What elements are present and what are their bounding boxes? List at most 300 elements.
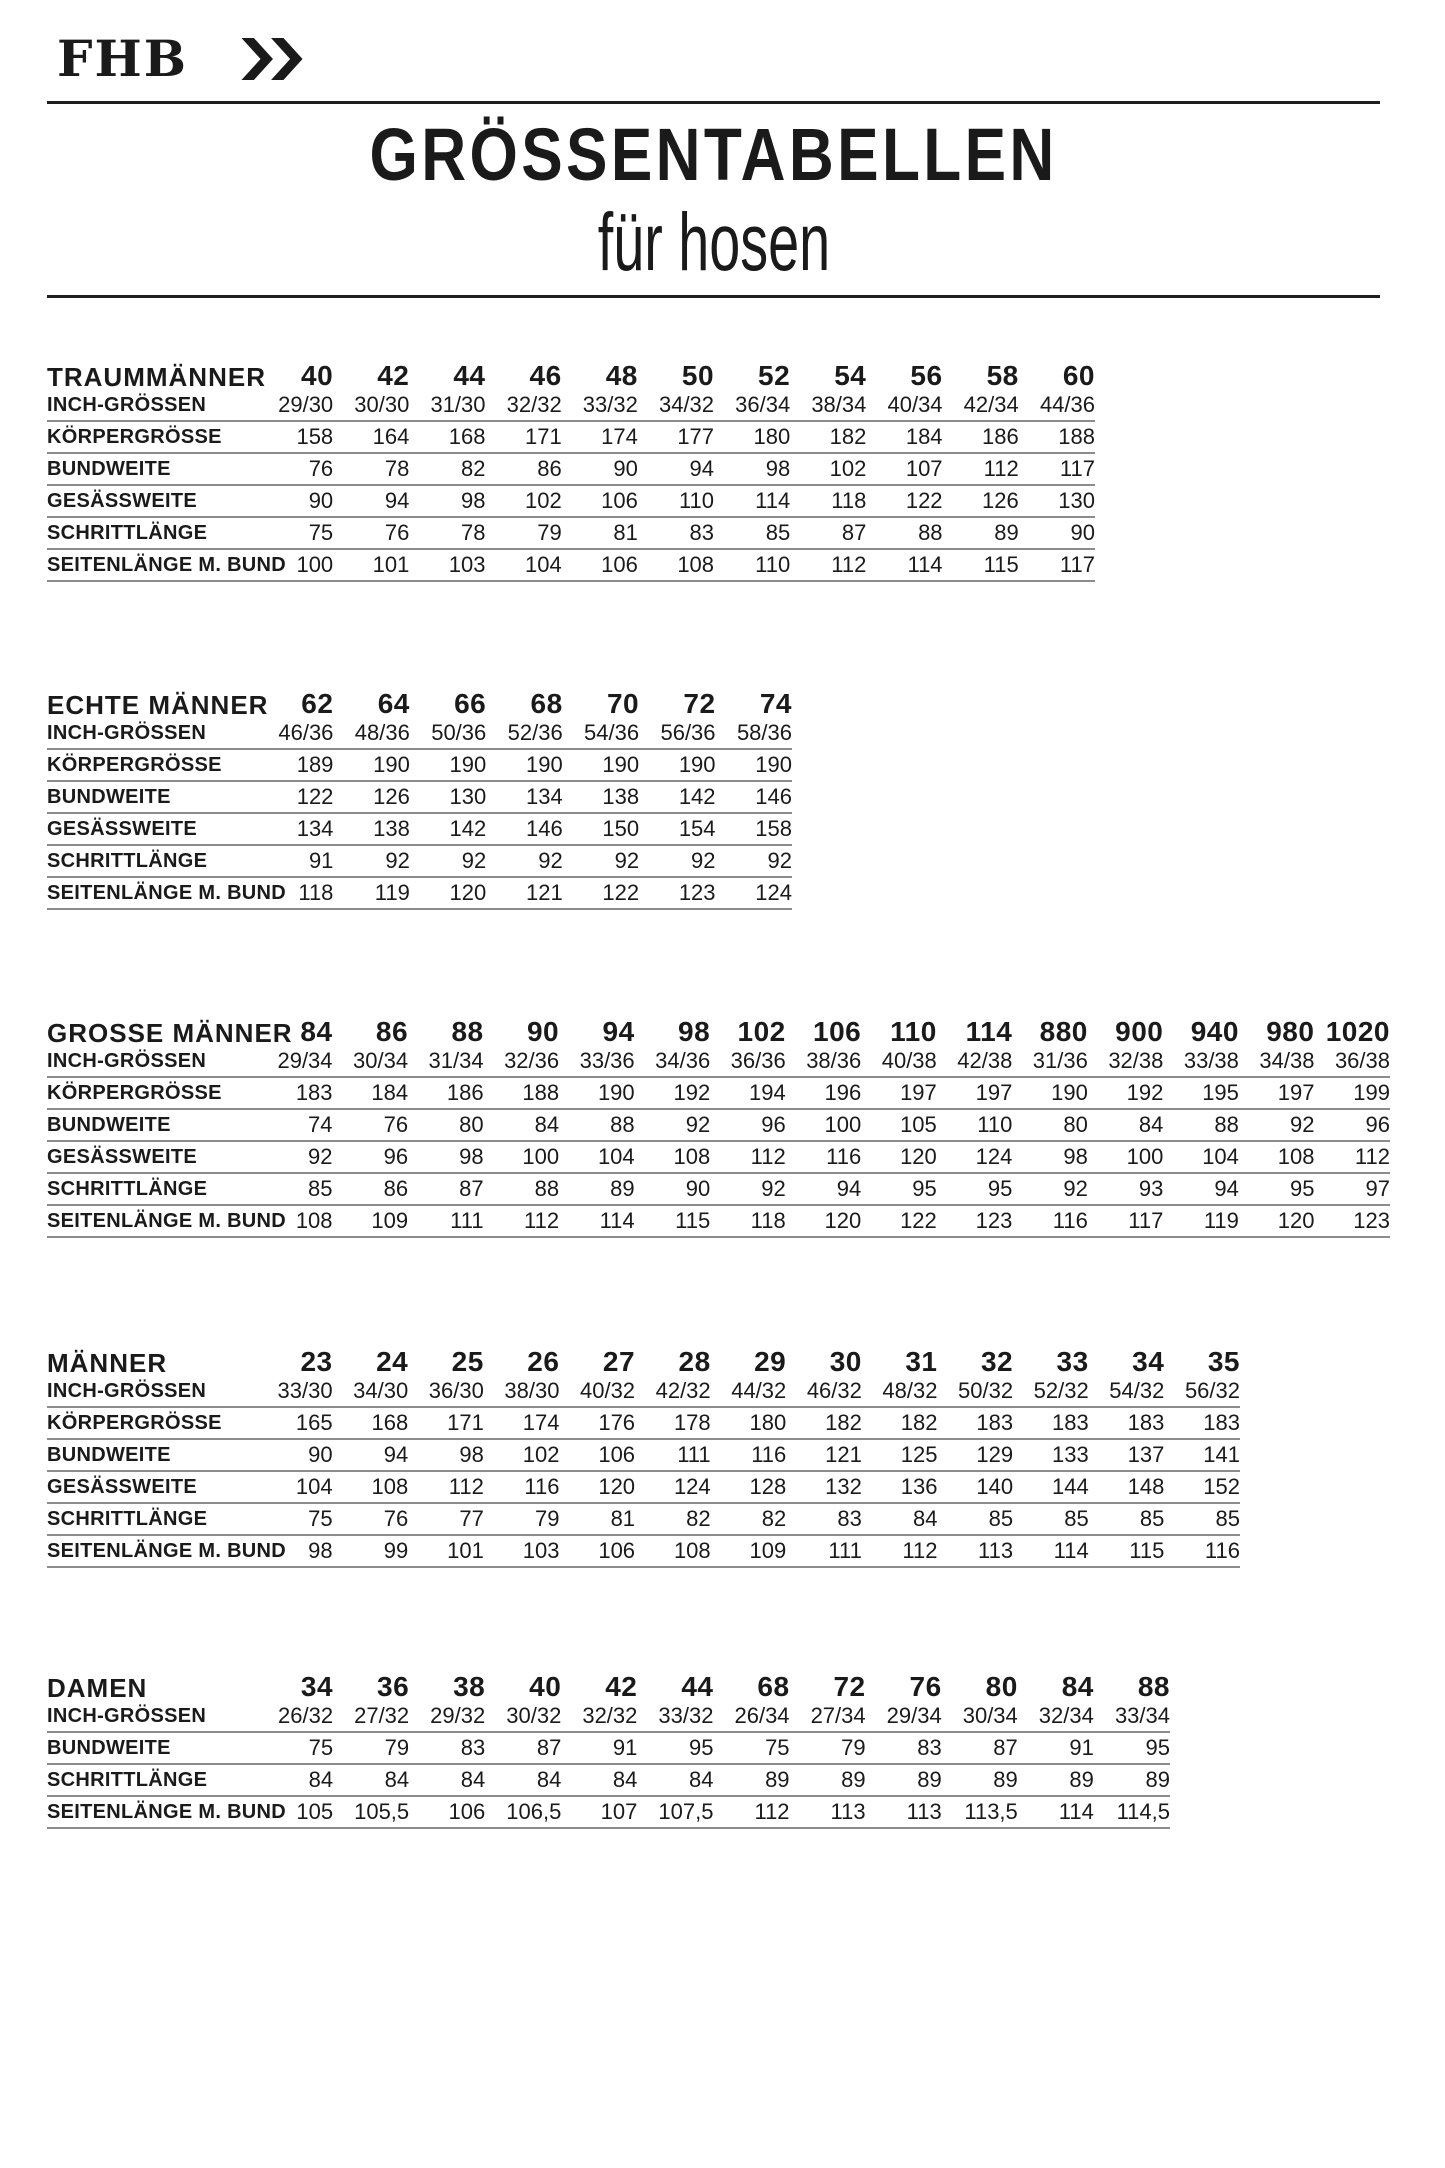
- cell-value: 190: [639, 749, 715, 781]
- size-header: 68: [530, 688, 563, 719]
- cell-value: 183: [257, 1077, 333, 1109]
- cell-value: 196: [786, 1077, 862, 1109]
- cell-value: 84: [333, 1764, 409, 1796]
- cell-value: 58/36: [716, 718, 792, 749]
- cell-value: 112: [710, 1141, 786, 1173]
- table-grosse-maenner: [47, 1004, 1390, 1238]
- cell-value: 31/34: [408, 1046, 484, 1077]
- cell-value: 192: [635, 1077, 711, 1109]
- cell-value: 79: [790, 1732, 866, 1764]
- cell-value: 136: [862, 1471, 938, 1503]
- cell-value: 32/36: [484, 1046, 560, 1077]
- cell-value: 87: [408, 1173, 484, 1205]
- cell-value: 94: [1163, 1173, 1239, 1205]
- size-header: 880: [1039, 1016, 1088, 1047]
- size-header: 80: [985, 1671, 1018, 1702]
- cell-value: 75: [713, 1732, 789, 1764]
- cell-value: 133: [1013, 1439, 1089, 1471]
- row-label: INCH-GRÖSSEN: [47, 390, 257, 421]
- cell-value: 85: [1089, 1503, 1165, 1535]
- cell-value: 95: [937, 1173, 1013, 1205]
- size-header: 114: [965, 1016, 1013, 1047]
- cell-value: 86: [333, 1173, 409, 1205]
- cell-value: 108: [257, 1205, 333, 1237]
- cell-value: 154: [639, 813, 715, 845]
- cell-value: 102: [486, 485, 562, 517]
- cell-value: 36/38: [1314, 1046, 1390, 1077]
- cell-value: 54/32: [1089, 1376, 1165, 1407]
- cell-value: 80: [408, 1109, 484, 1141]
- table-row: [47, 1764, 1170, 1796]
- size-header: 23: [300, 1346, 333, 1377]
- size-table: [47, 1004, 1390, 1238]
- cell-value: 84: [484, 1109, 560, 1141]
- table-row: [47, 1439, 1240, 1471]
- cell-value: 95: [861, 1173, 937, 1205]
- row-label: BUNDWEITE: [47, 1109, 257, 1141]
- cell-value: 27/32: [333, 1701, 409, 1732]
- size-header: 70: [606, 688, 640, 719]
- cell-value: 112: [484, 1205, 560, 1237]
- cell-value: 115: [1089, 1535, 1165, 1567]
- cell-value: 111: [408, 1205, 484, 1237]
- table-row: [47, 1701, 1170, 1732]
- cell-value: 164: [333, 421, 409, 453]
- cell-value: 186: [943, 421, 1019, 453]
- cell-value: 90: [1019, 517, 1095, 549]
- cell-value: 56/36: [639, 718, 715, 749]
- size-header: 27: [602, 1346, 636, 1377]
- size-header: 42: [377, 360, 410, 391]
- table-title: MÄNNER: [47, 1348, 168, 1378]
- cell-value: 114: [1018, 1796, 1094, 1828]
- row-label: GESÄSSWEITE: [47, 813, 257, 845]
- cell-value: 190: [559, 1077, 635, 1109]
- cell-value: 113: [937, 1535, 1013, 1567]
- cell-value: 92: [563, 845, 639, 877]
- cell-value: 77: [408, 1503, 484, 1535]
- table-title: GROSSE MÄNNER: [47, 1018, 293, 1048]
- cell-value: 119: [1163, 1205, 1239, 1237]
- cell-value: 79: [486, 517, 562, 549]
- size-header: 90: [526, 1016, 560, 1047]
- cell-value: 38/34: [790, 390, 866, 421]
- cell-value: 92: [1239, 1109, 1315, 1141]
- brand-text: FHB: [57, 29, 188, 88]
- cell-value: 109: [333, 1205, 409, 1237]
- size-header: 110: [890, 1016, 937, 1047]
- cell-value: 146: [486, 813, 562, 845]
- cell-value: 100: [1088, 1141, 1164, 1173]
- size-table: [47, 1334, 1240, 1568]
- title-divider: [47, 295, 1380, 298]
- cell-value: 34/38: [1239, 1046, 1315, 1077]
- size-header: 72: [833, 1671, 866, 1702]
- cell-value: 107,5: [637, 1796, 713, 1828]
- size-header: 102: [737, 1016, 786, 1047]
- cell-value: 91: [257, 845, 333, 877]
- cell-value: 122: [866, 485, 942, 517]
- cell-value: 90: [635, 1173, 711, 1205]
- cell-value: 120: [559, 1471, 635, 1503]
- cell-value: 50/36: [410, 718, 486, 749]
- cell-value: 123: [639, 877, 715, 909]
- row-label: GESÄSSWEITE: [47, 1471, 257, 1503]
- cell-value: 106: [409, 1796, 485, 1828]
- table-row: [47, 517, 1095, 549]
- row-label: INCH-GRÖSSEN: [47, 1376, 257, 1407]
- size-header: 62: [301, 688, 334, 719]
- cell-value: 94: [333, 485, 409, 517]
- cell-value: 87: [790, 517, 866, 549]
- cell-value: 183: [1013, 1407, 1089, 1439]
- cell-value: 106: [562, 485, 638, 517]
- cell-value: 32/34: [1018, 1701, 1094, 1732]
- table-row: [47, 718, 792, 749]
- cell-value: 124: [716, 877, 792, 909]
- cell-value: 44/32: [711, 1376, 787, 1407]
- cell-value: 112: [1314, 1141, 1390, 1173]
- size-header: 44: [453, 360, 486, 391]
- cell-value: 114,5: [1094, 1796, 1170, 1828]
- cell-value: 100: [484, 1141, 560, 1173]
- row-label: SCHRITTLÄNGE: [47, 1764, 257, 1796]
- row-label: SEITENLÄNGE M. BUND: [47, 1535, 257, 1567]
- cell-value: 101: [408, 1535, 484, 1567]
- table-row: [47, 549, 1095, 581]
- cell-value: 26/32: [257, 1701, 333, 1732]
- cell-value: 186: [408, 1077, 484, 1109]
- cell-value: 98: [408, 1439, 484, 1471]
- size-header: 68: [757, 1671, 790, 1702]
- cell-value: 96: [1314, 1109, 1390, 1141]
- size-header: 76: [909, 1671, 942, 1702]
- row-label: BUNDWEITE: [47, 453, 257, 485]
- cell-value: 26/34: [713, 1701, 789, 1732]
- cell-value: 76: [333, 1109, 409, 1141]
- size-header: 29: [754, 1346, 787, 1377]
- cell-value: 112: [790, 549, 866, 581]
- cell-value: 83: [786, 1503, 862, 1535]
- cell-value: 168: [409, 421, 485, 453]
- cell-value: 87: [942, 1732, 1018, 1764]
- cell-value: 110: [714, 549, 790, 581]
- cell-value: 146: [716, 781, 792, 813]
- size-table: [47, 1659, 1170, 1829]
- cell-value: 138: [333, 813, 409, 845]
- table-row: [47, 453, 1095, 485]
- cell-value: 29/34: [866, 1701, 942, 1732]
- cell-value: 116: [484, 1471, 560, 1503]
- size-header: 84: [1061, 1671, 1094, 1702]
- size-header: 30: [829, 1346, 862, 1377]
- cell-value: 87: [485, 1732, 561, 1764]
- cell-value: 116: [786, 1141, 862, 1173]
- cell-value: 104: [257, 1471, 333, 1503]
- cell-value: 109: [711, 1535, 787, 1567]
- cell-value: 140: [937, 1471, 1013, 1503]
- table-row: [47, 1503, 1240, 1535]
- cell-value: 122: [563, 877, 639, 909]
- cell-value: 40/38: [861, 1046, 937, 1077]
- cell-value: 30/30: [333, 390, 409, 421]
- cell-value: 142: [639, 781, 715, 813]
- cell-value: 128: [711, 1471, 787, 1503]
- cell-value: 113,5: [942, 1796, 1018, 1828]
- table-row: [47, 1109, 1390, 1141]
- cell-value: 29/30: [257, 390, 333, 421]
- cell-value: 34/30: [333, 1376, 409, 1407]
- size-header: 46: [529, 360, 562, 391]
- cell-value: 42/34: [943, 390, 1019, 421]
- size-header: 64: [377, 688, 410, 719]
- cell-value: 107: [866, 453, 942, 485]
- cell-value: 190: [563, 749, 639, 781]
- size-header: 40: [301, 360, 334, 391]
- size-header: 33: [1056, 1346, 1089, 1377]
- cell-value: 118: [790, 485, 866, 517]
- cell-value: 104: [1163, 1141, 1239, 1173]
- cell-value: 95: [637, 1732, 713, 1764]
- cell-value: 92: [639, 845, 715, 877]
- cell-value: 105,5: [333, 1796, 409, 1828]
- cell-value: 92: [1012, 1173, 1088, 1205]
- cell-value: 84: [637, 1764, 713, 1796]
- cell-value: 95: [1239, 1173, 1315, 1205]
- cell-value: 184: [866, 421, 942, 453]
- cell-value: 84: [485, 1764, 561, 1796]
- table-row: [47, 1205, 1390, 1237]
- table-row: [47, 877, 792, 909]
- cell-value: 188: [484, 1077, 560, 1109]
- row-label: KÖRPERGRÖSSE: [47, 1407, 257, 1439]
- row-label: GESÄSSWEITE: [47, 1141, 257, 1173]
- cell-value: 32/32: [561, 1701, 637, 1732]
- cell-value: 38/36: [786, 1046, 862, 1077]
- size-header: 900: [1115, 1016, 1164, 1047]
- row-label: BUNDWEITE: [47, 1732, 257, 1764]
- cell-value: 119: [333, 877, 409, 909]
- cell-value: 184: [333, 1077, 409, 1109]
- cell-value: 78: [333, 453, 409, 485]
- cell-value: 129: [937, 1439, 1013, 1471]
- size-header: 66: [454, 688, 487, 719]
- cell-value: 88: [866, 517, 942, 549]
- size-header: 31: [905, 1346, 938, 1377]
- size-header: 32: [980, 1346, 1014, 1377]
- cell-value: 40/32: [559, 1376, 635, 1407]
- row-label: KÖRPERGRÖSSE: [47, 421, 257, 453]
- cell-value: 190: [486, 749, 562, 781]
- cell-value: 50/32: [937, 1376, 1013, 1407]
- cell-value: 121: [486, 877, 562, 909]
- cell-value: 31/36: [1012, 1046, 1088, 1077]
- top-divider: [47, 101, 1380, 104]
- cell-value: 197: [861, 1077, 937, 1109]
- cell-value: 83: [866, 1732, 942, 1764]
- size-header: 1020: [1325, 1016, 1390, 1047]
- cell-value: 94: [333, 1439, 409, 1471]
- cell-value: 183: [937, 1407, 1013, 1439]
- cell-value: 33/36: [559, 1046, 635, 1077]
- table-echte-maenner: [47, 676, 792, 910]
- cell-value: 92: [410, 845, 486, 877]
- cell-value: 102: [790, 453, 866, 485]
- cell-value: 125: [862, 1439, 938, 1471]
- size-table: [47, 676, 792, 910]
- table-row: [47, 421, 1095, 453]
- cell-value: 79: [484, 1503, 560, 1535]
- size-header: 58: [986, 360, 1019, 391]
- cell-value: 33/30: [257, 1376, 333, 1407]
- row-label: INCH-GRÖSSEN: [47, 1701, 257, 1732]
- cell-value: 99: [333, 1535, 409, 1567]
- cell-value: 118: [710, 1205, 786, 1237]
- cell-value: 182: [790, 421, 866, 453]
- cell-value: 32/38: [1088, 1046, 1164, 1077]
- cell-value: 78: [409, 517, 485, 549]
- cell-value: 114: [559, 1205, 635, 1237]
- row-label: SCHRITTLÄNGE: [47, 1503, 257, 1535]
- cell-value: 79: [333, 1732, 409, 1764]
- cell-value: 82: [635, 1503, 711, 1535]
- cell-value: 137: [1089, 1439, 1165, 1471]
- cell-value: 33/32: [637, 1701, 713, 1732]
- row-label: BUNDWEITE: [47, 1439, 257, 1471]
- row-label: BUNDWEITE: [47, 781, 257, 813]
- cell-value: 82: [409, 453, 485, 485]
- cell-value: 94: [786, 1173, 862, 1205]
- cell-value: 111: [635, 1439, 711, 1471]
- cell-value: 85: [937, 1503, 1013, 1535]
- cell-value: 102: [484, 1439, 560, 1471]
- cell-value: 107: [561, 1796, 637, 1828]
- cell-value: 92: [635, 1109, 711, 1141]
- table-title: DAMEN: [47, 1673, 148, 1703]
- cell-value: 98: [714, 453, 790, 485]
- cell-value: 190: [1012, 1077, 1088, 1109]
- cell-value: 177: [638, 421, 714, 453]
- cell-value: 199: [1314, 1077, 1390, 1109]
- size-header: 88: [451, 1016, 484, 1047]
- cell-value: 96: [710, 1109, 786, 1141]
- cell-value: 141: [1164, 1439, 1240, 1471]
- cell-value: 116: [711, 1439, 787, 1471]
- cell-value: 34/32: [638, 390, 714, 421]
- page-title: [47, 113, 1380, 196]
- size-header: 52: [758, 360, 791, 391]
- cell-value: 84: [862, 1503, 938, 1535]
- cell-value: 101: [333, 549, 409, 581]
- cell-value: 197: [1239, 1077, 1315, 1109]
- cell-value: 134: [486, 781, 562, 813]
- size-header: 98: [678, 1016, 711, 1047]
- size-header: 34: [1132, 1346, 1165, 1377]
- cell-value: 117: [1019, 453, 1095, 485]
- cell-value: 190: [410, 749, 486, 781]
- cell-value: 182: [786, 1407, 862, 1439]
- size-header: 86: [375, 1016, 409, 1047]
- cell-value: 134: [257, 813, 333, 845]
- cell-value: 93: [1088, 1173, 1164, 1205]
- cell-value: 180: [711, 1407, 787, 1439]
- cell-value: 92: [333, 845, 409, 877]
- row-label: INCH-GRÖSSEN: [47, 718, 257, 749]
- table-row: [47, 1471, 1240, 1503]
- cell-value: 89: [790, 1764, 866, 1796]
- cell-value: 29/34: [257, 1046, 333, 1077]
- cell-value: 98: [1012, 1141, 1088, 1173]
- cell-value: 30/34: [333, 1046, 409, 1077]
- cell-value: 84: [409, 1764, 485, 1796]
- size-header: 940: [1190, 1016, 1239, 1047]
- cell-value: 124: [635, 1471, 711, 1503]
- cell-value: 138: [563, 781, 639, 813]
- cell-value: 104: [559, 1141, 635, 1173]
- cell-value: 76: [333, 1503, 409, 1535]
- size-header: 56: [910, 360, 943, 391]
- cell-value: 114: [1013, 1535, 1089, 1567]
- row-label: SCHRITTLÄNGE: [47, 845, 257, 877]
- cell-value: 30/32: [485, 1701, 561, 1732]
- cell-value: 178: [635, 1407, 711, 1439]
- size-header: 88: [1137, 1671, 1170, 1702]
- table-title: TRAUMMÄNNER: [47, 362, 266, 392]
- size-header-row: [47, 348, 1095, 390]
- size-header: 980: [1266, 1016, 1315, 1047]
- size-header-row: [47, 676, 792, 718]
- size-header: 44: [681, 1671, 714, 1702]
- row-label: KÖRPERGRÖSSE: [47, 1077, 257, 1109]
- cell-value: 97: [1314, 1173, 1390, 1205]
- cell-value: 30/34: [942, 1701, 1018, 1732]
- size-table: [47, 348, 1095, 582]
- cell-value: 27/34: [790, 1701, 866, 1732]
- cell-value: 174: [484, 1407, 560, 1439]
- row-label: KÖRPERGRÖSSE: [47, 749, 257, 781]
- table-row: [47, 1077, 1390, 1109]
- cell-value: 150: [563, 813, 639, 845]
- row-label: SEITENLÄNGE M. BUND: [47, 1796, 257, 1828]
- cell-value: 130: [1019, 485, 1095, 517]
- cell-value: 171: [486, 421, 562, 453]
- cell-value: 106: [562, 549, 638, 581]
- table-traummaenner: [47, 348, 1095, 582]
- table-row: [47, 1141, 1390, 1173]
- cell-value: 91: [1018, 1732, 1094, 1764]
- cell-value: 76: [333, 517, 409, 549]
- double-chevron-right-icon: [240, 38, 304, 80]
- cell-value: 36/34: [714, 390, 790, 421]
- cell-value: 192: [1088, 1077, 1164, 1109]
- cell-value: 84: [1088, 1109, 1164, 1141]
- cell-value: 95: [1094, 1732, 1170, 1764]
- cell-value: 105: [861, 1109, 937, 1141]
- cell-value: 56/32: [1164, 1376, 1240, 1407]
- row-label: SEITENLÄNGE M. BUND: [47, 1205, 257, 1237]
- cell-value: 103: [484, 1535, 560, 1567]
- cell-value: 190: [716, 749, 792, 781]
- cell-value: 100: [786, 1109, 862, 1141]
- cell-value: 89: [713, 1764, 789, 1796]
- size-header: 40: [529, 1671, 562, 1702]
- cell-value: 98: [409, 485, 485, 517]
- cell-value: 110: [937, 1109, 1013, 1141]
- cell-value: 117: [1019, 549, 1095, 581]
- cell-value: 111: [786, 1535, 862, 1567]
- cell-value: 89: [1018, 1764, 1094, 1796]
- cell-value: 195: [1163, 1077, 1239, 1109]
